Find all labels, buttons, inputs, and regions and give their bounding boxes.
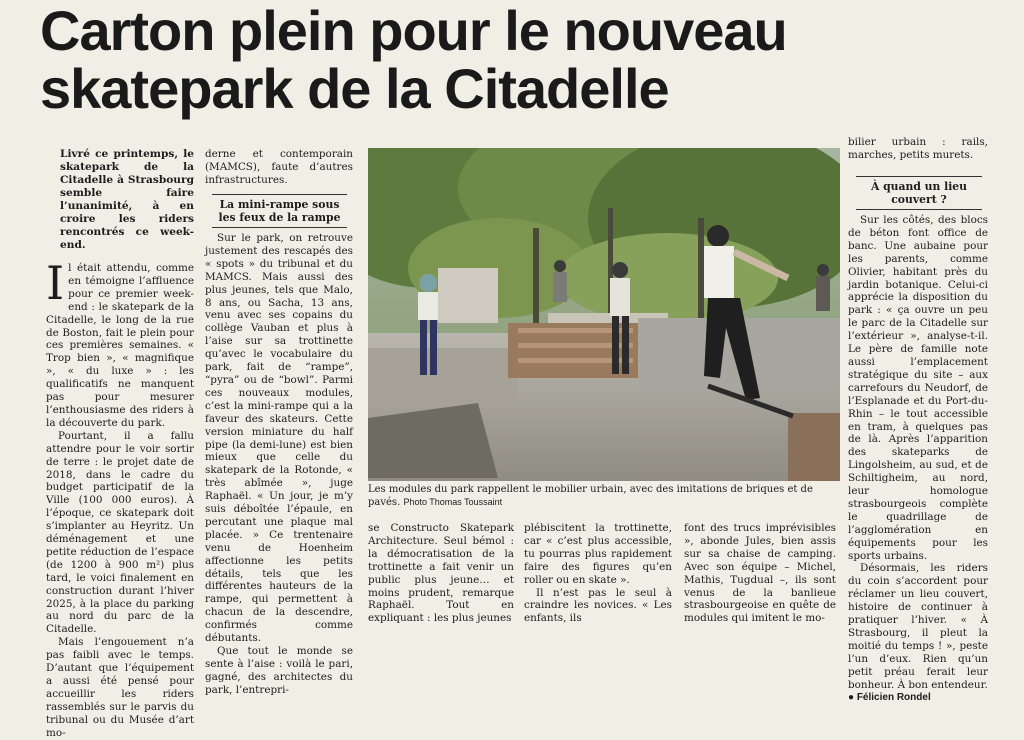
body-paragraph: Il n’est pas le seul à craindre les novices. « Les enfants, ils [524, 586, 672, 625]
subheading-lieu-couvert: À quand un lieu couvert ? [856, 176, 982, 210]
headline-line-2: skatepark de la Citadelle [40, 57, 669, 120]
headline [40, 2, 980, 118]
article-column-6 [848, 136, 988, 162]
body-paragraph: Pourtant, il a fallu attendre pour le voir sortir de terre : le projet date de 2018, dans le cadre du budget participatif de la Ville (100 000 euros). À l’époque, ce skatepark doit s’implanter au Heyritz. Un déménagement et une petite réduction de l’espace (de 1200 à 900 m²) plus tard, le voici finalement en construction durant l’hiver 2025, à la place du parking au nord du parc de la Citadelle. [46, 429, 194, 636]
photo-credit: Photo Thomas Toussaint [403, 497, 503, 507]
body-paragraph: Désormais, les riders du coin s’accordent pour réclamer un lieu couvert, histoire de continuer à pratiquer l’hiver. « À Strasbourg, il pleut la moitié du temps ! », peste l’un d’eux. Rien qu’un petit préau ferait leur bonheur. À bon entendeur. [848, 562, 988, 691]
skatepark-photo [368, 148, 840, 481]
headline-line-1: Carton plein pour le nouveau [40, 0, 787, 62]
article-column-1 [46, 148, 194, 740]
article-column-6-body [848, 214, 988, 704]
body-paragraph: Que tout le monde se sente à l’aise : voilà le pari, gagné, des architectes du park, l’entrepri- [205, 645, 353, 696]
byline: ● Félicien Rondel [848, 691, 931, 703]
article-column-5 [684, 522, 836, 625]
body-paragraph: bilier urbain : rails, marches, petits murets. [848, 136, 988, 161]
article-column-3 [368, 522, 514, 625]
body-paragraph: se Constructo Skatepark Architecture. Seul bémol : la démocratisation de la trottinette a fait venir un public plus jeune… et moins prudent, remarque Raphaël. Tout en expliquant : les plus jeunes [368, 522, 514, 625]
drop-cap: I [46, 256, 65, 310]
body-paragraph: plébiscitent la trottinette, car « c’est plus accessible, tu pourras plus rapidement faire des figures qu’en roller ou en skate ». [524, 522, 672, 586]
article-column-2 [205, 148, 353, 187]
photo-caption [368, 484, 838, 509]
body-paragraph: Sur le park, on retrouve justement des rescapés des « spots » du tribunal et du MAMCS. Mais aussi des plus jeunes, tels que Malo, 8 ans, ou Sacha, 13 ans, venu avec ses copains du collège Vauban et plus à l’aise sur sa trottinette qu’avec le vocabulaire du park, fait de “rampe”, “pyra” ou de “bowl”. Parmi ces nouveaux modules, c’est la mini-rampe qui a la faveur des skateurs. Cette version miniature du half pipe (la demi-lune) est bien mieux que celle du skatepark de la Rotonde, « très abîmée », juge Raphaël. « Un jour, je m’y suis déboîtée l’épaule, en percutant une plaque mal placée. » Ce trentenaire venu de Hoenheim affectionne les petits détails, tels que les différentes hauteurs de la rampe, qui permettent à chacun de la descendre, confirmés comme débutants. [205, 232, 353, 645]
lead-paragraph: Livré ce printemps, le skatepark de la Citadelle à Strasbourg semble faire l’unanimité, à en croire les riders rencontrés ce week-end. [60, 148, 194, 251]
article-column-4 [524, 522, 672, 625]
body-paragraph: derne et contemporain (MAMCS), faute d’autres infrastructures. [205, 148, 353, 186]
caption-text: Les modules du park rappellent le mobilier urbain, avec des imitations de briques et de pavés. [368, 484, 813, 508]
skatepark-photo-illustration [368, 148, 840, 481]
subheading-mini-rampe: La mini-rampe sous les feux de la rampe [212, 194, 347, 228]
body-paragraph: Sur les côtés, des blocs de béton font office de banc. Une aubaine pour les parents, comme Olivier, habitant près du jardin botanique. Celui-ci apprécie la disposition du park : « ça ouvre un peu le parc de la Citadelle sur l’extérieur », analyse-t-il. Le père de famille note aussi l’emplacement stratégique du site – aux carrefours du Neudorf, de l’Esplanade et du Port-du-Rhin – le tout accessible en tram, à quelques pas de là. Après l’apparition des skateparks de Lingolsheim, au sud, et de Schiltigheim, au nord, leur homologue strasbourgeois complète le quadrillage de l’agglomération en équipements pour les sports urbains. [848, 214, 988, 562]
body-paragraph: Mais l’engouement n’a pas faibli avec le temps. D’autant que l’équipement a aussi été pensé pour accueillir les riders rassemblés sur le parvis du tribunal ou du Musée d’art mo- [46, 636, 194, 739]
body-paragraph: Il était attendu, comme en témoigne l’affluence pour ce premier week-end : le skatepark de la Citadelle, le long de la rue de Boston, fait le plein pour ces premières semaines. « Trop bien », « magnifique », « du luxe » : les qualificatifs ne manquent pas pour mesurer l’enthousiasme des riders à la découverte du park. [46, 256, 194, 429]
article-column-2-body [205, 232, 353, 697]
body-paragraph: font des trucs imprévisibles », abonde Jules, bien assis sur sa chaise de camping. Avec son équipe – Michel, Mathis, Tugdual –, ils sont venus de la banlieue strasbourgeoise en quête de modules qui imitent le mo- [684, 522, 836, 625]
